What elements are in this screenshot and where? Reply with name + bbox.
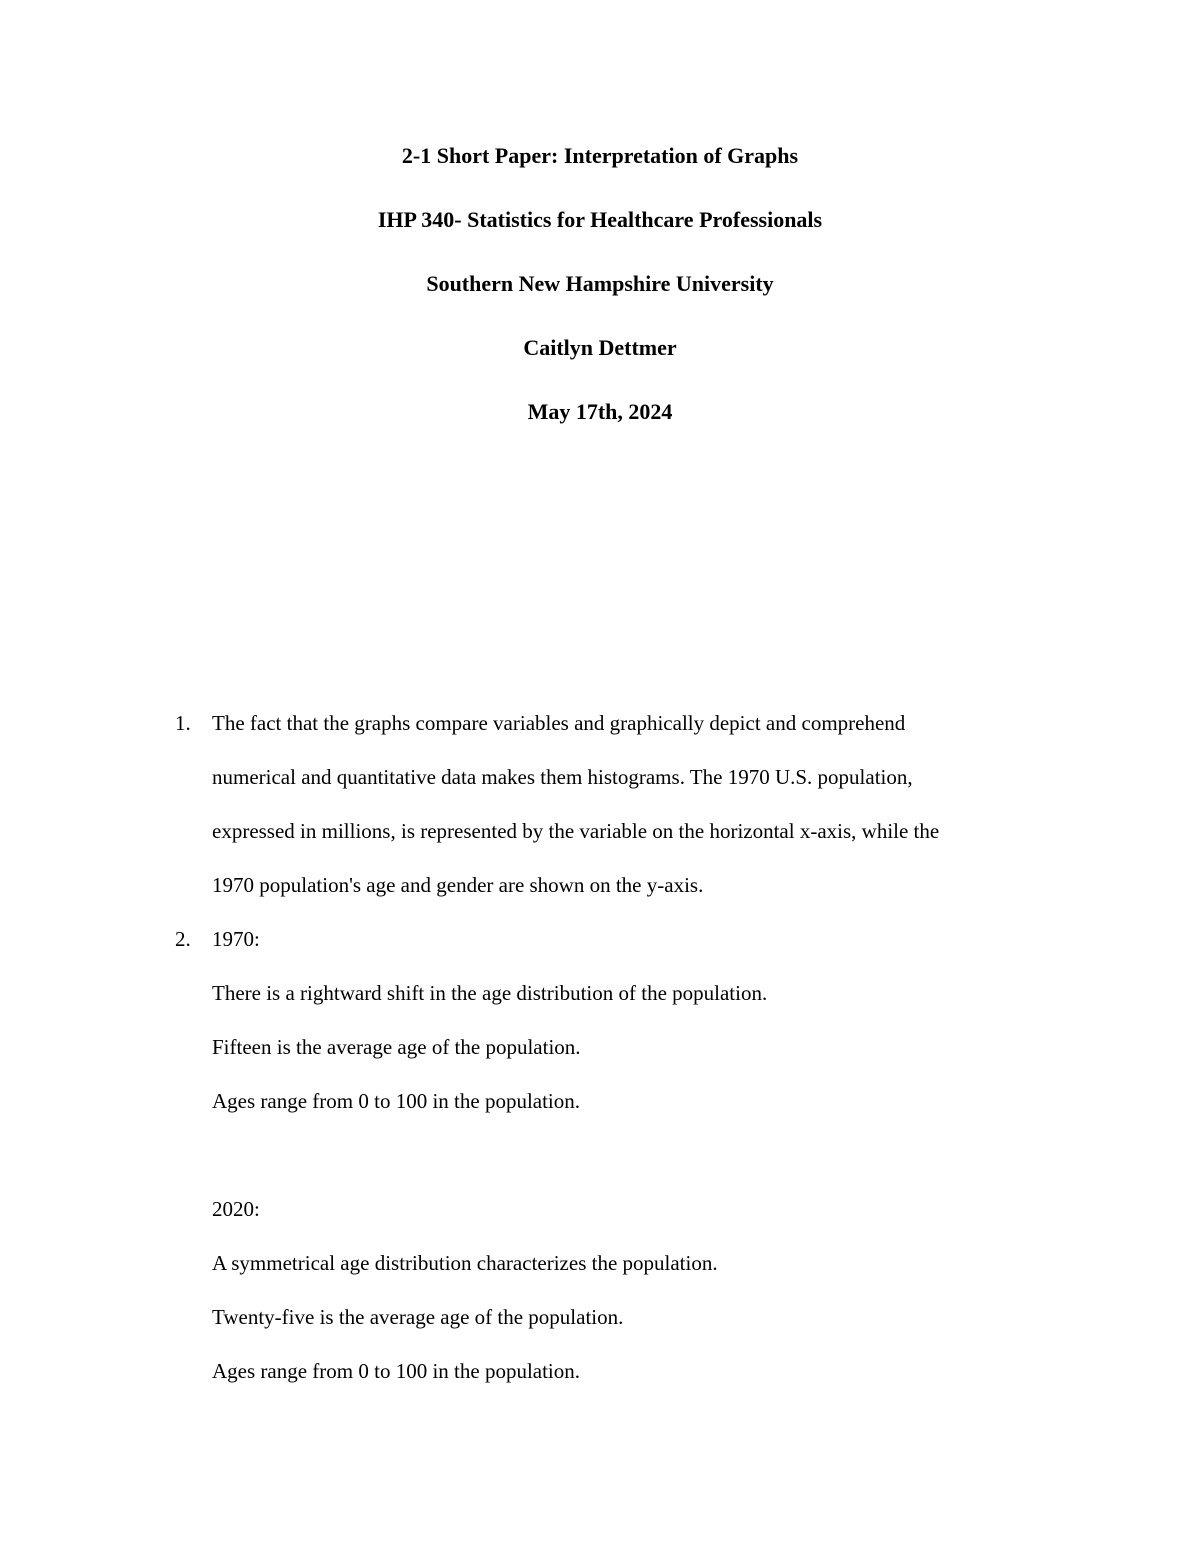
answers-body	[0, 707, 1200, 1409]
year-1970-line-1: There is a rightward shift in the age distribution of the population.	[212, 981, 768, 1005]
answer-1-line-1	[0, 707, 1200, 739]
title-block	[0, 140, 1200, 460]
list-number-1: 1.	[175, 711, 191, 735]
university-name: Southern New Hampshire University	[426, 271, 774, 296]
answer-1-line-4: 1970 population's age and gender are shown on the y-axis.	[212, 873, 704, 897]
year-2020-line-2: Twenty-five is the average age of the population.	[212, 1305, 624, 1329]
answer-1-line-3: expressed in millions, is represented by the variable on the horizontal x-axis, while the	[212, 819, 940, 843]
course-name: IHP 340- Statistics for Healthcare Professionals	[377, 207, 823, 232]
list-number-2: 2.	[175, 927, 191, 951]
year-1970-line-3: Ages range from 0 to 100 in the population.	[212, 1089, 581, 1113]
year-2020-line-1: A symmetrical age distribution characterizes the population.	[212, 1251, 718, 1275]
year-1970-heading: 1970:	[212, 927, 260, 951]
answer-1-text: The fact that the graphs compare variables and graphically depict and comprehend	[212, 711, 906, 735]
author-name: Caitlyn Dettmer	[523, 335, 677, 360]
year-1970-line-2: Fifteen is the average age of the population.	[212, 1035, 581, 1059]
year-2020-heading: 2020:	[212, 1197, 260, 1221]
answer-2-line-1	[0, 923, 1200, 955]
answer-1-line-2: numerical and quantitative data makes them histograms. The 1970 U.S. population,	[212, 765, 913, 789]
blank-line	[0, 1139, 1200, 1193]
year-2020-line-3: Ages range from 0 to 100 in the population.	[212, 1359, 581, 1383]
paper-title: 2-1 Short Paper: Interpretation of Graphs	[401, 143, 799, 168]
paper-date: May 17th, 2024	[527, 399, 673, 424]
